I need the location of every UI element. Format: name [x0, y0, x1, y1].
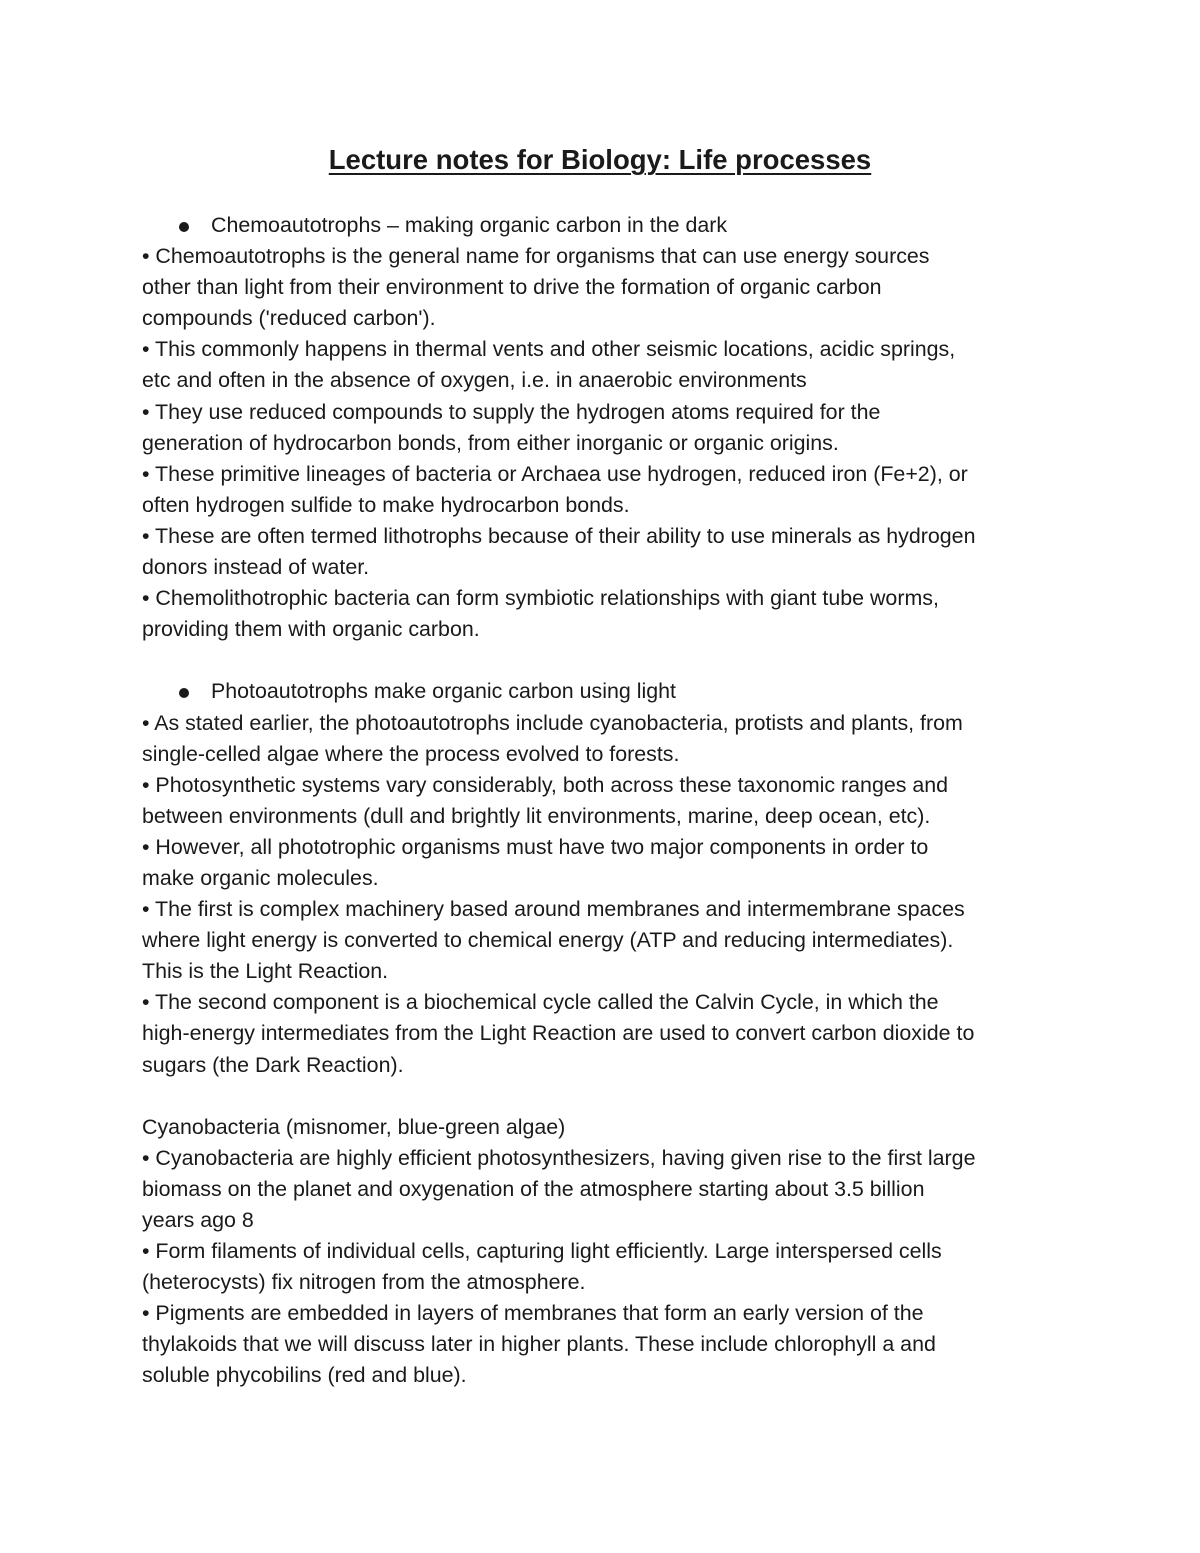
- document-title: Lecture notes for Biology: Life processes: [328, 144, 872, 175]
- body-line: make organic molecules.: [142, 865, 379, 890]
- bullet-icon: [179, 688, 189, 698]
- body-line: • These primitive lineages of bacteria or Archaea use hydrogen, reduced iron (Fe+2), or: [142, 461, 968, 486]
- body-line: providing them with organic carbon.: [142, 617, 480, 642]
- body-line: generation of hydrocarbon bonds, from either inorganic or organic origins.: [142, 430, 839, 455]
- body-line: where light energy is converted to chemical energy (ATP and reducing intermediates).: [142, 928, 954, 953]
- body-line: • Pigments are embedded in layers of membranes that form an early version of the: [142, 1301, 924, 1326]
- body-line: between environments (dull and brightly lit environments, marine, deep ocean, etc).: [142, 803, 931, 828]
- body-line: biomass on the planet and oxygenation of the atmosphere starting about 3.5 billion: [142, 1176, 925, 1201]
- body-line: sugars (the Dark Reaction).: [142, 1052, 404, 1077]
- body-line: • Chemoautotrophs is the general name for organisms that can use energy sources: [142, 244, 930, 269]
- body-line: often hydrogen sulfide to make hydrocarbon bonds.: [142, 492, 630, 517]
- body-line: other than light from their environment to drive the formation of organic carbon: [142, 275, 882, 300]
- body-line: • These are often termed lithotrophs because of their ability to use minerals as hydrogen: [142, 523, 976, 548]
- body-line: high-energy intermediates from the Light Reaction are used to convert carbon dioxide to: [142, 1021, 975, 1046]
- body-line: • Photosynthetic systems vary considerably, both across these taxonomic ranges and: [142, 772, 949, 797]
- body-line: thylakoids that we will discuss later in higher plants. These include chlorophyll a and: [142, 1332, 936, 1357]
- body-line: compounds ('reduced carbon').: [142, 306, 436, 331]
- body-line: • Form filaments of individual cells, capturing light efficiently. Large interspersed cells: [142, 1239, 942, 1264]
- section-heading-text: Photoautotrophs make organic carbon using light: [211, 679, 676, 704]
- document-body: [142, 210, 1072, 1392]
- body-line: donors instead of water.: [142, 555, 370, 580]
- body-line: • This commonly happens in thermal vents and other seismic locations, acidic springs,: [142, 337, 956, 362]
- body-line: • The first is complex machinery based around membranes and intermembrane spaces: [142, 897, 965, 922]
- body-line: (heterocysts) fix nitrogen from the atmosphere.: [142, 1270, 586, 1295]
- section-heading-photoautotrophs: [142, 676, 1072, 707]
- body-line: soluble phycobilins (red and blue).: [142, 1363, 467, 1388]
- body-line: • Chemolithotrophic bacteria can form symbiotic relationships with giant tube worms,: [142, 586, 939, 611]
- body-line: • However, all phototrophic organisms must have two major components in order to: [142, 834, 929, 859]
- section-heading-chemoautotrophs: [142, 210, 1072, 241]
- blank-line: [142, 1081, 1072, 1112]
- body-line: single-celled algae where the process evolved to forests.: [142, 741, 680, 766]
- body-line: • As stated earlier, the photoautotrophs include cyanobacteria, protists and plants, from: [142, 710, 963, 735]
- body-line: • Cyanobacteria are highly efficient photosynthesizers, having given rise to the first large: [142, 1145, 976, 1170]
- body-line: This is the Light Reaction.: [142, 959, 389, 984]
- section-heading-text: Chemoautotrophs – making organic carbon in the dark: [211, 213, 728, 237]
- body-line: years ago 8: [142, 1208, 254, 1232]
- body-line: • They use reduced compounds to supply the hydrogen atoms required for the: [142, 399, 881, 424]
- blank-line: [142, 645, 1072, 676]
- body-line: • The second component is a biochemical cycle called the Calvin Cycle, in which the: [142, 990, 939, 1015]
- bullet-icon: [179, 222, 189, 232]
- section-heading-cyanobacteria: Cyanobacteria (misnomer, blue-green algae): [142, 1114, 566, 1139]
- body-line: etc and often in the absence of oxygen, i.e. in anaerobic environments: [142, 368, 807, 393]
